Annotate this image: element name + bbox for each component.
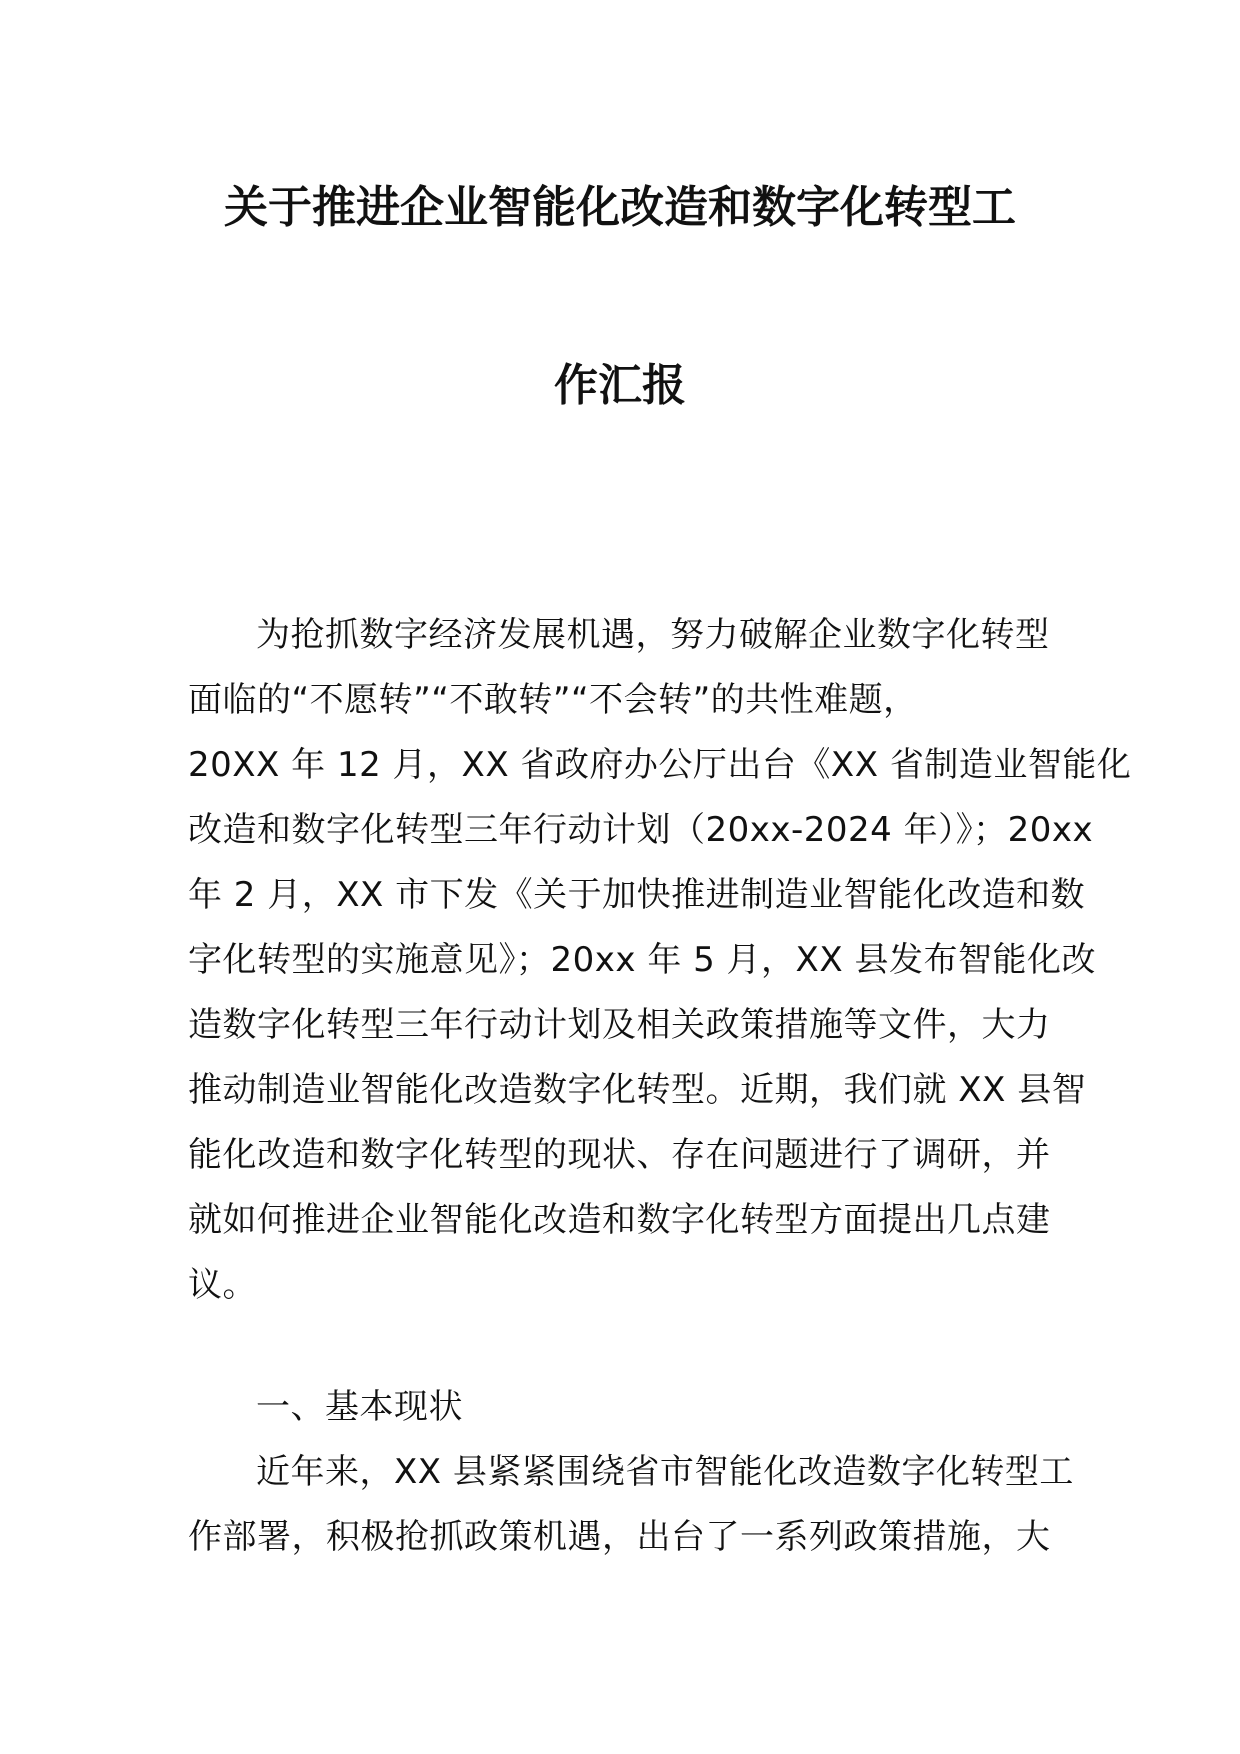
intro-line-4: 改造和数字化转型三年行动计划（20xx-2024 年）》；20xx — [188, 810, 1094, 850]
intro-line-11: 议。 — [188, 1265, 257, 1305]
intro-line-1: 为抢抓数字经济发展机遇，努力破解企业数字化转型 — [256, 615, 1050, 655]
section-heading: 一、基本现状 — [256, 1387, 463, 1427]
intro-line-10: 就如何推进企业智能化改造和数字化转型方面提出几点建 — [188, 1200, 1051, 1240]
document-title-line-2: 作汇报 — [554, 360, 686, 411]
intro-line-2: 面临的“不愿转”“不敢转”“不会转”的共性难题， — [188, 680, 918, 720]
intro-line-7: 造数字化转型三年行动计划及相关政策措施等文件，大力 — [188, 1005, 1051, 1045]
intro-line-9: 能化改造和数字化转型的现状、存在问题进行了调研，并 — [188, 1135, 1051, 1175]
intro-line-8: 推动制造业智能化改造数字化转型。近期，我们就 XX 县智 — [188, 1070, 1087, 1110]
intro-line-3: 20XX 年 12 月，XX 省政府办公厅出台《XX 省制造业智能化 — [188, 745, 1132, 785]
document-title-line-1: 关于推进企业智能化改造和数字化转型工 — [224, 182, 1016, 233]
intro-line-5: 年 2 月，XX 市下发《关于加快推进制造业智能化改造和数 — [188, 875, 1086, 915]
section-line-2: 作部署，积极抢抓政策机遇，出台了一系列政策措施，大 — [188, 1517, 1051, 1557]
section-line-1: 近年来，XX 县紧紧围绕省市智能化改造数字化转型工 — [256, 1452, 1074, 1492]
intro-line-6: 字化转型的实施意见》；20xx 年 5 月，XX 县发布智能化改 — [188, 940, 1096, 980]
